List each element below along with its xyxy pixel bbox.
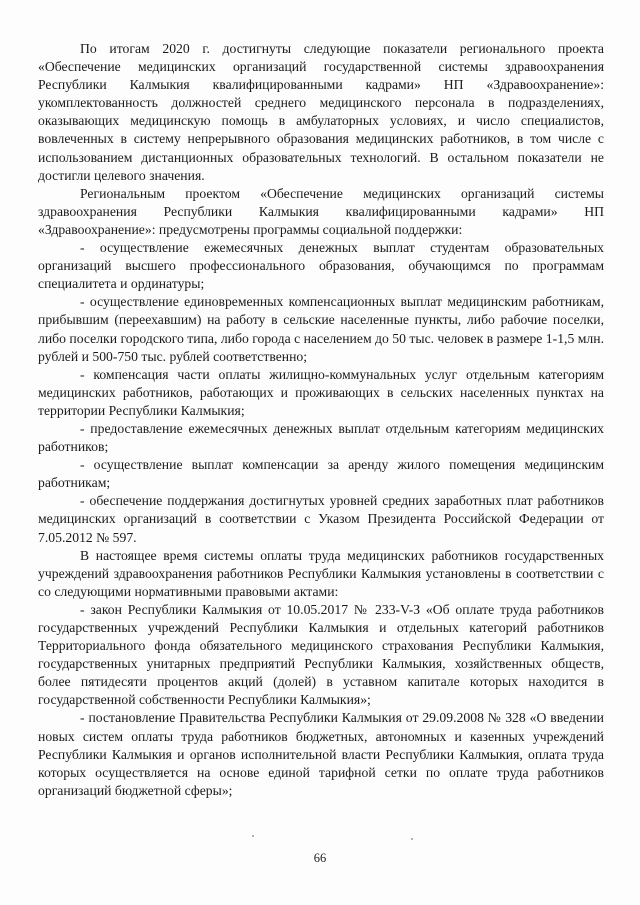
page-number: 66 bbox=[313, 851, 327, 865]
scan-speck bbox=[411, 838, 413, 840]
list-item-compensation-payments: - осуществление единовременных компенсационных выплат медицинским работникам, прибывшим (переехавшим) на работу в сельские населенные пункты, либо рабочие поселки, либо поселки городского типа, либо города с населением до 50 тыс. человек в размере 1-1,5 млн. рублей и 500-750 тыс. рублей соответственно; bbox=[38, 294, 604, 364]
list-item-rent-compensation: - осуществление выплат компенсации за аренду жилого помещения медицинским работникам; bbox=[38, 457, 604, 491]
list-item-monthly-payments: - предоставление ежемесячных денежных выплат отдельным категориям медицинских работников; bbox=[38, 420, 604, 455]
list-item-salary-levels: - обеспечение поддержания достигнутых уровней средних заработных плат работников медицинских организаций в соответствии с Указом Президента Российской Федерации от 7.05.2012 № 597. bbox=[38, 493, 604, 545]
list-item-law-233: - закон Республики Калмыкия от 10.05.2017 № 233-V-З «Об оплате труда работников государственных учреждений Республики Калмыкия и отдельных категорий работников Территориального фонда обязательного медицинского страхования Республики Калмыкия, государственных унитарных предприятий Республики Калмыкия, хозяйственных обществ, более пятидесяти процентов акций (долей) в уставном капитале которых находится в государственной собственности Республики Калмыкия»; bbox=[38, 601, 604, 708]
list-item-student-payments: - осуществление ежемесячных денежных выплат студентам образовательных организаций высшего профессионального образования, обучающимся по программам специалитета и ординатуры; bbox=[38, 240, 604, 292]
scan-speck bbox=[252, 835, 254, 837]
paragraph-pay-systems-intro: В настоящее время системы оплаты труда медицинских работников государственных учреждений здравоохранения работников Республики Калмыкия установлены в соответствии с со следующими нормативными правовыми актами: bbox=[38, 547, 604, 599]
paragraph-social-support-intro: Региональным проектом «Обеспечение медицинских организаций системы здравоохранения Республики Калмыкия квалифицированными кадрами» НП «Здравоохранение»: предусмотрены программы социальной поддержки: bbox=[38, 185, 604, 237]
list-item-housing-compensation: - компенсация части оплаты жилищно-коммунальных услуг отдельным категориям медицинских работников, работающих и проживающих в сельских населенных пунктах на территории Республики Калмыкия; bbox=[38, 366, 604, 418]
document-body bbox=[38, 40, 604, 800]
list-item-resolution-328: - постановление Правительства Республики Калмыкия от 29.09.2008 № 328 «О введении новых систем оплаты труда работников бюджетных, автономных и казенных учреждений Республики Калмыкия и органов исполнительной власти Республики Калмыкия, оплата труда которых осуществляется на основе единой тарифной сетки по оплате труда работников организаций бюджетной сферы»; bbox=[38, 710, 604, 798]
paragraph-results-2020: По итогам 2020 г. достигнуты следующие показатели регионального проекта «Обеспечение медицинских организаций государственной системы здравоохранения Республики Калмыкия квалифицированными кадрами» НП «Здравоохранение»: укомплектованность должностей среднего медицинского персонала в подразделениях, оказывающих медицинскую помощь в амбулаторных условиях, и число специалистов, вовлеченных в систему непрерывного образования медицинских работников, в том числе с использованием дистанционных образовательных технологий. В остальном показатели не достигли целевого значения. bbox=[38, 41, 604, 183]
